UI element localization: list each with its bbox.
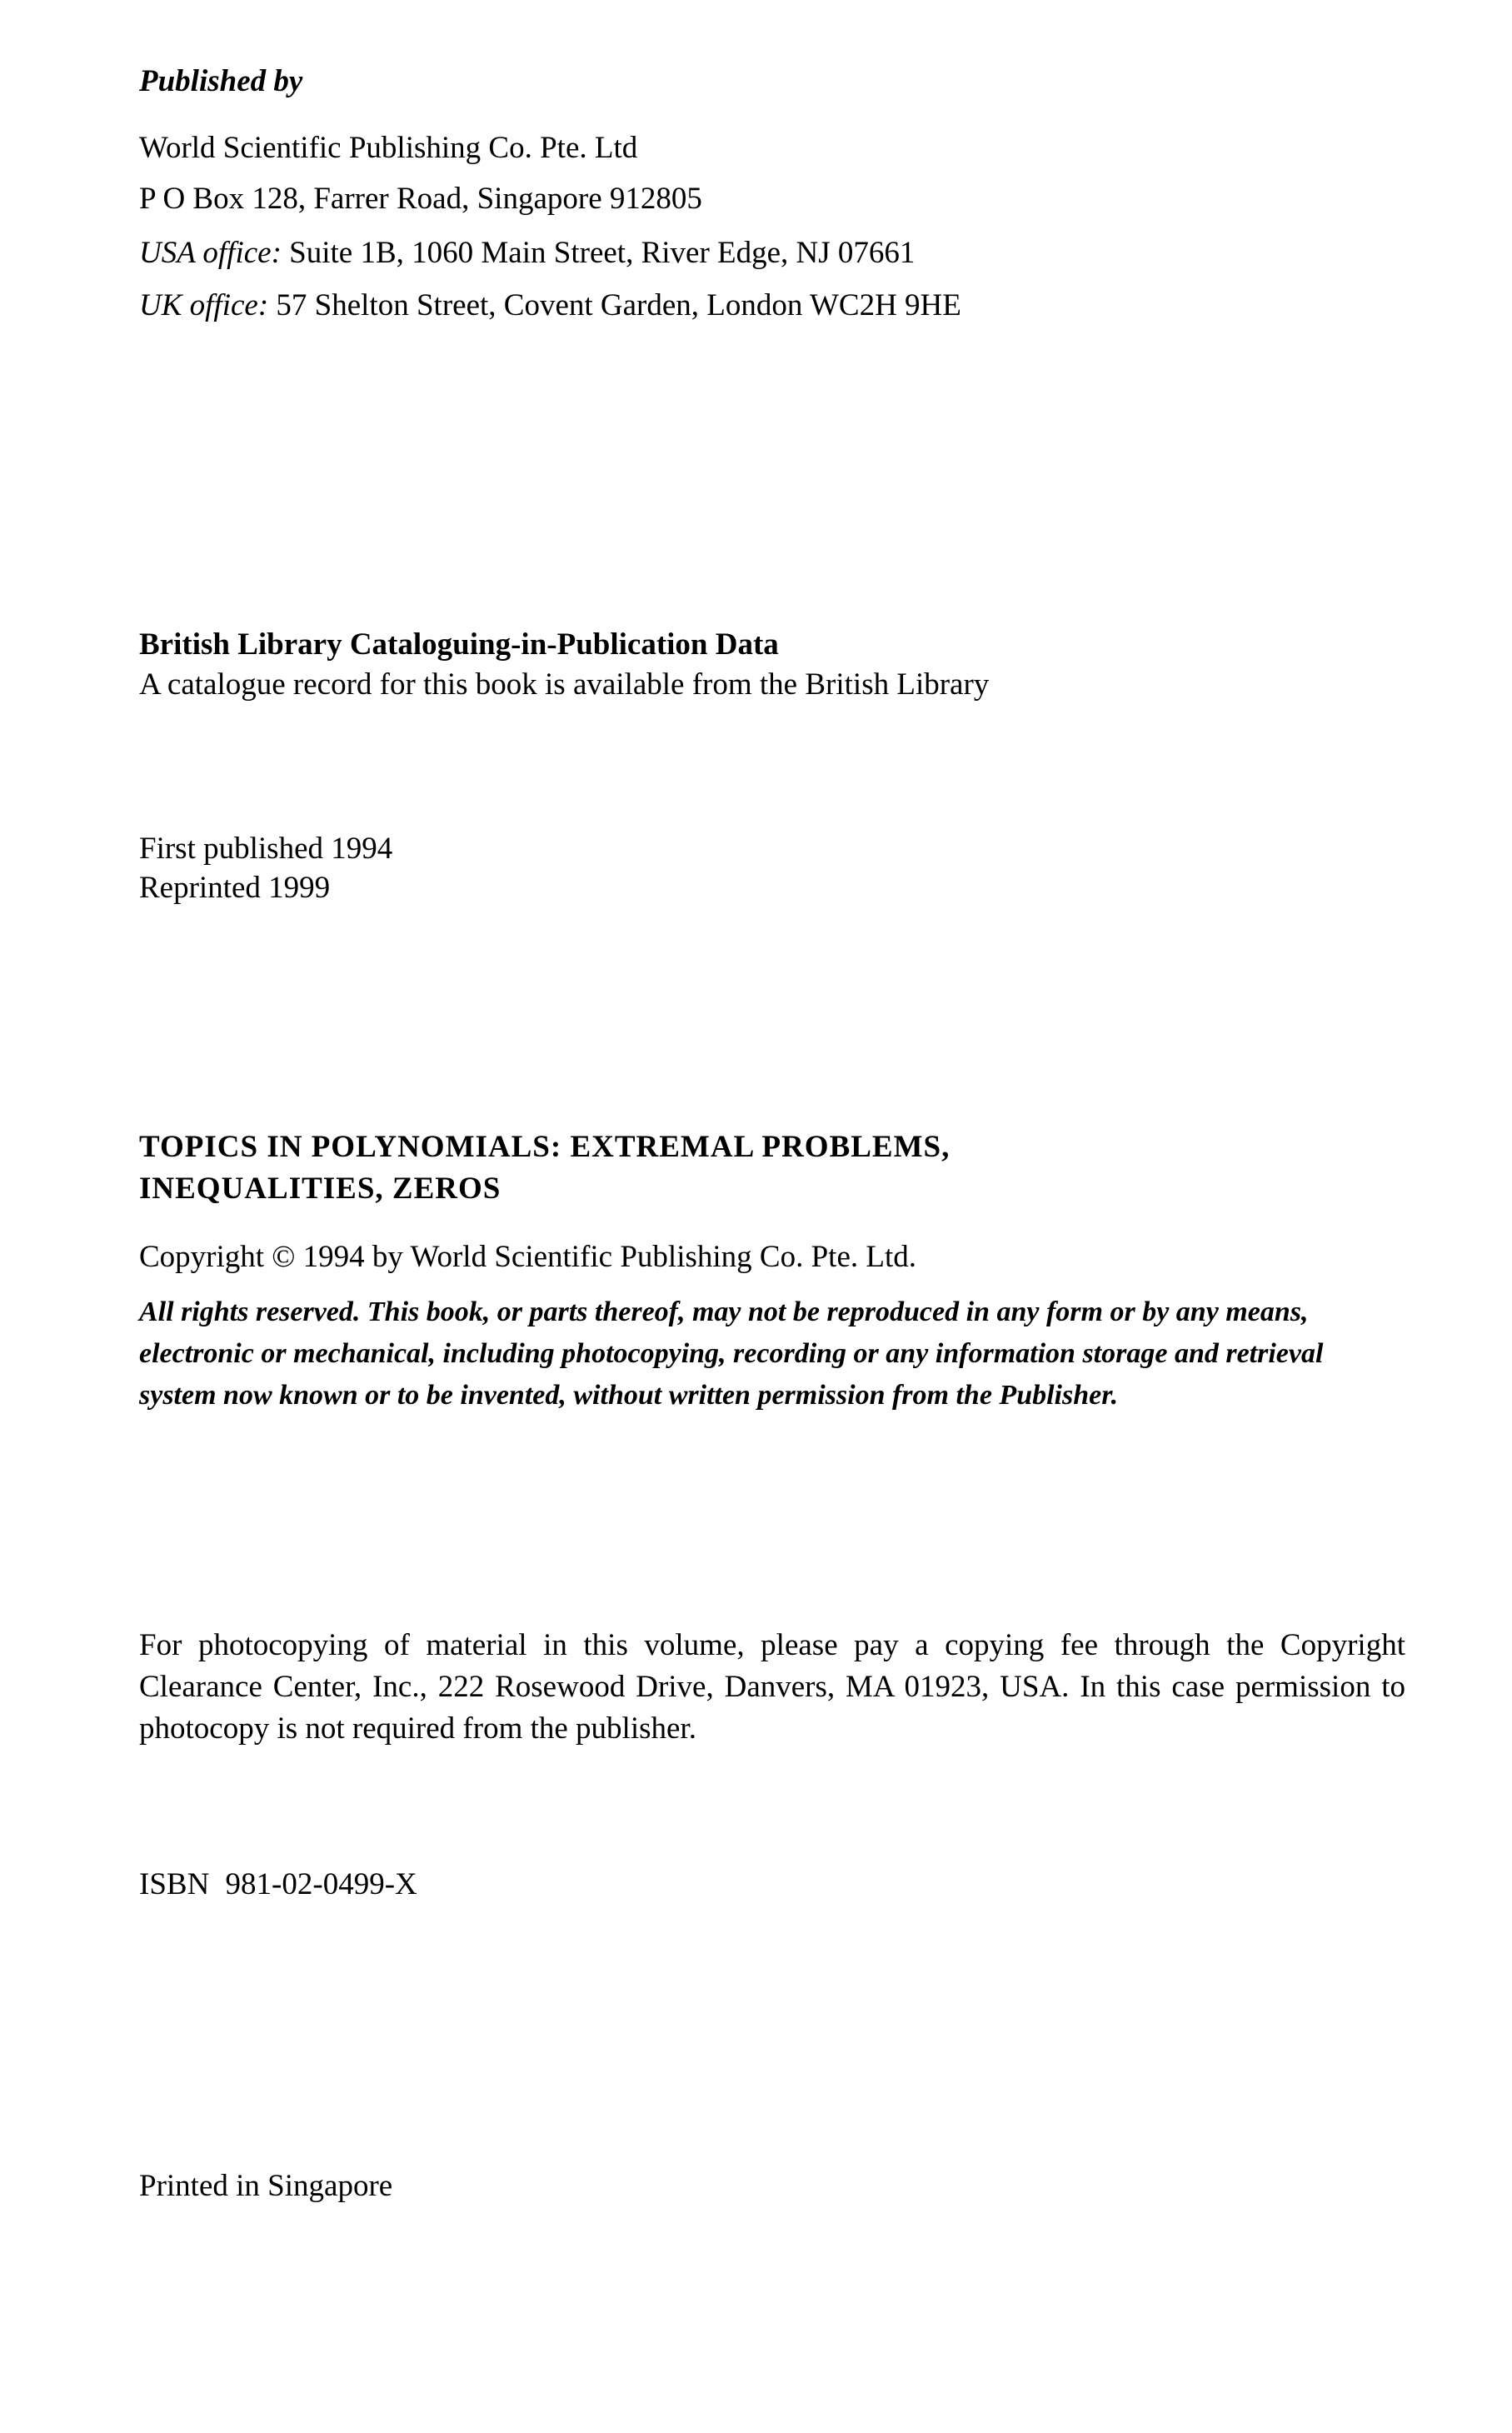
usa-office-label: USA office: <box>139 236 282 270</box>
printed-in: Printed in Singapore <box>139 2169 393 2203</box>
publisher-name: World Scientific Publishing Co. Pte. Ltd <box>139 131 638 165</box>
uk-office-label: UK office: <box>139 288 269 322</box>
book-title-line-2: INEQUALITIES, ZEROS <box>139 1172 502 1206</box>
copyright-notice: Copyright © 1994 by World Scientific Publishing Co. Pte. Ltd. <box>139 1240 917 1274</box>
isbn: ISBN 981-02-0499-X <box>139 1867 417 1901</box>
rights-reserved-notice: All rights reserved. This book, or parts thereof, may not be reproduced in any form or by any means, electronic or mechanical, including photocopying, recording or any information storage and retrieval system now known or to be invented, without written permission from the Publisher. <box>139 1296 1324 1411</box>
cip-heading: British Library Cataloguing-in-Publication Data <box>139 627 779 662</box>
uk-office-address: 57 Shelton Street, Covent Garden, London WC2H 9HE <box>276 288 961 322</box>
first-published: First published 1994 <box>139 832 393 866</box>
book-title-line-1: TOPICS IN POLYNOMIALS: EXTREMAL PROBLEMS, <box>139 1130 951 1164</box>
cip-text: A catalogue record for this book is available from the British Library <box>139 667 990 702</box>
usa-office-address: Suite 1B, 1060 Main Street, River Edge, NJ 07661 <box>289 236 916 270</box>
publisher-address: P O Box 128, Farrer Road, Singapore 912805 <box>139 182 702 216</box>
published-by-label: Published by <box>139 64 303 98</box>
photocopy-notice: For photocopying of material in this volume, please pay a copying fee through the Copyright Clearance Center, Inc., 222 Rosewood Drive, Danvers, MA 01923, USA. In this case permission to photocopy is not required from the publisher. <box>139 1628 1405 1746</box>
reprinted: Reprinted 1999 <box>139 871 331 905</box>
usa-office <box>139 235 915 272</box>
uk-office <box>139 287 961 324</box>
